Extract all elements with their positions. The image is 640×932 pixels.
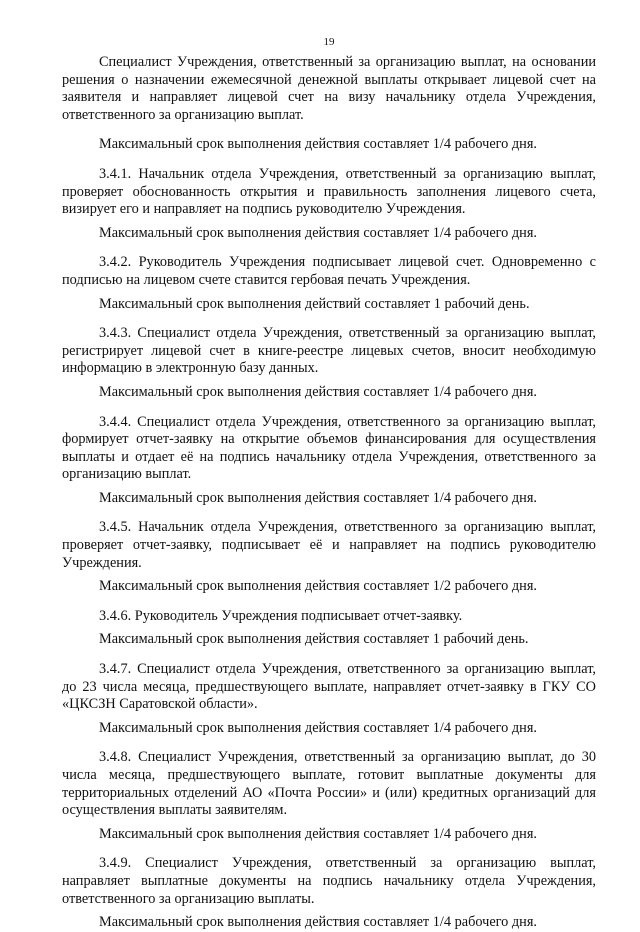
paragraph-deadline: Максимальный срок выполнения действия составляет 1/4 рабочего дня. <box>99 825 537 842</box>
paragraph-deadline: Максимальный срок выполнения действия составляет 1/2 рабочего дня. <box>99 578 537 595</box>
paragraph-3-4-2: 3.4.2. Руководитель Учреждения подписывает лицевой счет. Одновременно с подписью на лицевом счете ставится гербовая печать Учреждения. <box>62 254 596 288</box>
paragraph-deadline: Максимальный срок выполнения действия составляет 1/4 рабочего дня. <box>99 383 537 400</box>
paragraph-deadline: Максимальный срок выполнения действия составляет 1/4 рабочего дня. <box>99 224 537 241</box>
paragraph-3-4-1: 3.4.1. Начальник отдела Учреждения, ответственный за организацию выплат, проверяет обоснованность открытия и правильность заполнения лицевого счета, визирует его и направляет на подпись руководителю Учреждения. <box>62 165 596 218</box>
paragraph-deadline: Максимальный срок выполнения действий составляет 1 рабочий день. <box>99 295 530 312</box>
paragraph-deadline: Максимальный срок выполнения действия составляет 1/4 рабочего дня. <box>99 914 537 931</box>
paragraph-3-4-8: 3.4.8. Специалист Учреждения, ответственный за организацию выплат, до 30 числа месяца, предшествующего выплате, готовит выплатные документы для территориальных отделений АО «Почта России» и (или) кредитных организаций для осуществления выплаты заявителям. <box>62 749 596 819</box>
paragraph-deadline: Максимальный срок выполнения действия составляет 1 рабочий день. <box>99 631 529 648</box>
paragraph-3-4-5: 3.4.5. Начальник отдела Учреждения, ответственного за организацию выплат, проверяет отчет-заявку, подписывает её и направляет на подпись руководителю Учреждения. <box>62 519 596 571</box>
paragraph-3-4-6: 3.4.6. Руководитель Учреждения подписывает отчет-заявку. <box>99 607 463 624</box>
paragraph-intro: Специалист Учреждения, ответственный за организацию выплат, на основании решения о назначении ежемесячной денежной выплаты открывает лицевой счет на заявителя и направляет лицевой счет на визу начальнику отдела Учреждения, ответственного за организацию выплат. <box>62 54 596 123</box>
paragraph-3-4-9: 3.4.9. Специалист Учреждения, ответственный за организацию выплат, направляет выплатные документы на подпись начальнику отдела Учреждения, ответственного за организацию выплаты. <box>62 855 596 907</box>
paragraph-deadline: Максимальный срок выполнения действия составляет 1/4 рабочего дня. <box>99 136 537 153</box>
paragraph-3-4-3: 3.4.3. Специалист отдела Учреждения, ответственный за организацию выплат, регистрирует лицевой счет в книге-реестре лицевых счетов, вносит необходимую информацию в электронную базу данных. <box>62 325 596 377</box>
paragraph-3-4-7: 3.4.7. Специалист отдела Учреждения, ответственного за организацию выплат, до 23 числа месяца, предшествующего выплате, направляет отчет-заявку в ГКУ СО «ЦКСЗН Саратовской области». <box>62 661 596 713</box>
paragraph-deadline: Максимальный срок выполнения действия составляет 1/4 рабочего дня. <box>99 489 537 506</box>
paragraph-3-4-4: 3.4.4. Специалист отдела Учреждения, ответственного за организацию выплат, формирует отчет-заявку на открытие объемов финансирования для осуществления выплаты и отдает её на подпись начальнику отдела Учреждения, ответственного за организацию выплат. <box>62 413 596 483</box>
paragraph-deadline: Максимальный срок выполнения действия составляет 1/4 рабочего дня. <box>99 719 537 736</box>
page-number: 19 <box>323 36 335 48</box>
